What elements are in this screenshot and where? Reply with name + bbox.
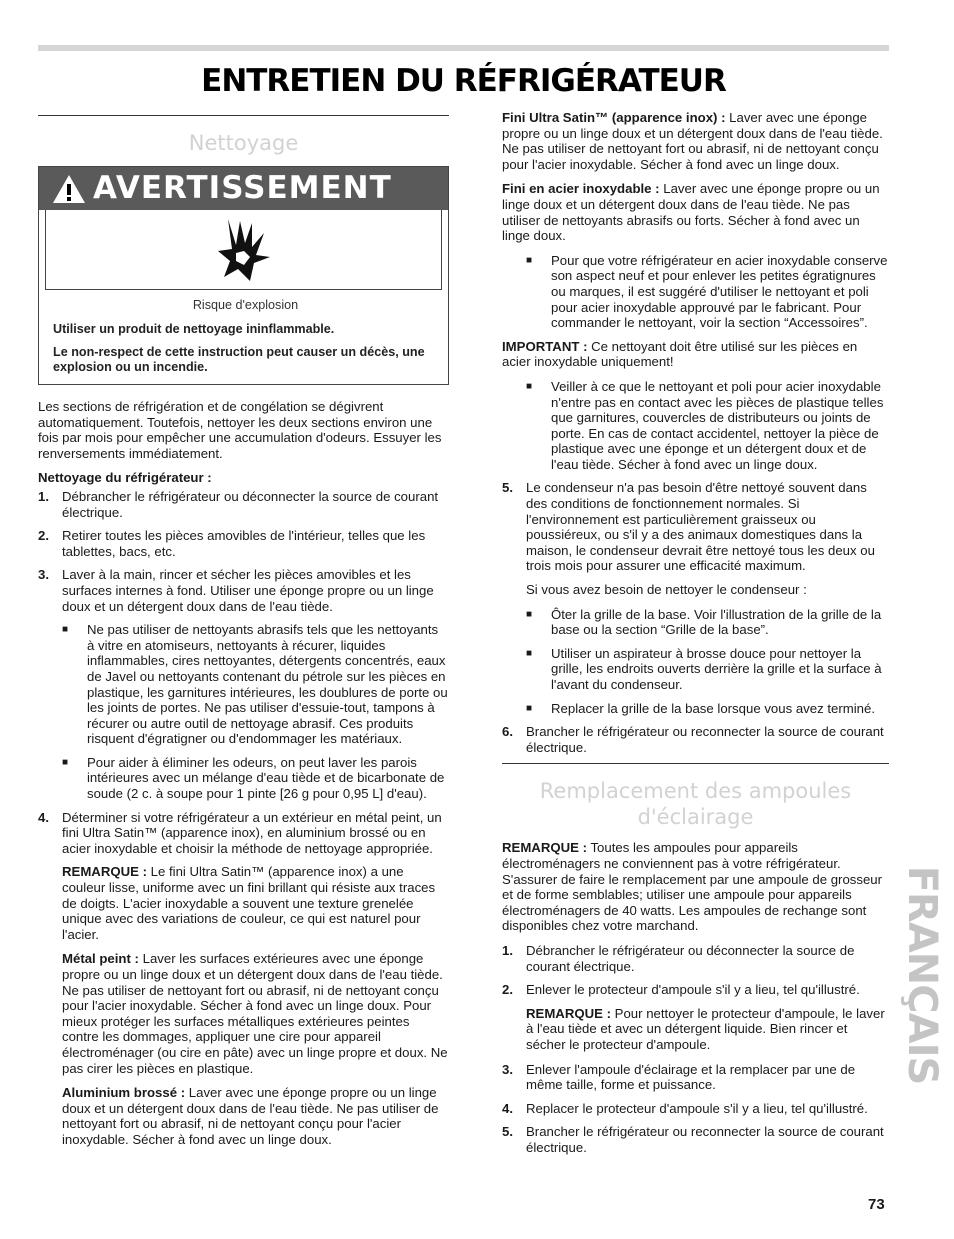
left-column [38, 110, 449, 1157]
lamp-step-1: 1. Débrancher le réfrigérateur ou déconnecter la source de courant électrique. [502, 942, 855, 974]
step-3: 3. Laver à la main, rincer et sécher les pièces amovibles et les surfaces internes à fond. Utiliser une éponge propre ou un linge doux et un détergent doux dans de l'eau tiède. [38, 567, 434, 614]
inox-paragraph: Fini en acier inoxydable : Laver avec une éponge propre ou un linge doux et un détergent doux dans de l'eau tiède. Ne pas utiliser de nettoyants abrasifs ou forts. Sécher à fond avec un linge doux. [502, 181, 880, 244]
step-4: 4. Déterminer si votre réfrigérateur a un extérieur en métal peint, un fini Ultra Satin™ (apparence inox), en aluminium brossé ou en acier inoxydable et choisir la méthode de nettoyage appropriée. [38, 809, 442, 856]
explosion-icon [45, 210, 442, 290]
important-paragraph: IMPORTANT : Ce nettoyant doit être utilisé sur les pièces en acier inoxydable uniquement! [502, 338, 858, 370]
lamp-remarque: REMARQUE : Toutes les ampoules pour appareils électroménagers ne conviennent pas à votre réfrigérateur. S'assurer de faire le remplacement par une ampoule de grosseur et de forme semblables; utiliser une ampoule pour appareils électroménagers de 40 watts. Les ampoules de rechange sont disponibles chez votre marchand. [502, 840, 883, 934]
lamp-step-3: 3. Enlever l'ampoule d'éclairage et la remplacer par une de même taille, forme et puissance. [502, 1061, 856, 1093]
step-3-bullet-1: ■ Ne pas utiliser de nettoyants abrasifs tels que les nettoyants à vitre en atomiseurs, nettoyants à récurer, liquides inflammables, cires nettoyantes, détergents concentrés, eaux de Javel ou nettoyants contenant du pétrole sur les pièces en plastique, les garnitures intérieures, les doublures de porte ou les joints de portes. Ne pas utiliser d'essuie-tout, tampons à récurer ou autre outil de nettoyage abrasif. Ces produits risquent d'égratigner ou d'endommager les matériaux. [62, 622, 448, 747]
step-1: 1. Débrancher le réfrigérateur ou déconnecter la source de courant électrique. [38, 488, 439, 520]
aluminium-paragraph: Aluminium brossé : Laver avec une éponge propre ou un linge doux et un détergent doux dans de l'eau tiède. Ne pas utiliser de nettoyant fort ou abrasif, ni de nettoyant conçu pour l'acier inoxydable. Sécher à fond avec un linge doux. [62, 1085, 439, 1147]
step-5: 5. Le condenseur n'a pas besoin d'être nettoyé souvent dans des conditions de fonctionnement normales. Si l'environnement est particulièrement graisseux ou poussiéreux, ou s'il y a des animaux domestiques dans la maison, le condenseur devrait être nettoyé tous les deux ou trois mois pour assurer une efficacité maximum. [502, 480, 875, 574]
lamp-step-5: 5. Brancher le réfrigérateur ou reconnecter la source de courant électrique. [502, 1124, 884, 1155]
important-bullet: ■ Veiller à ce que le nettoyant et poli pour acier inoxydable n'entre pas en contact avec les pièces de plastique telles que garnitures, couvercles de distributeurs ou joints de porte. En cas de contact accidentel, nettoyer la pièce de plastique avec une éponge et un détergent doux et de l'eau tiède. Sécher à fond avec un linge doux. [526, 378, 884, 472]
svg-text:FRANÇAIS: FRANÇAIS [899, 865, 943, 1085]
lamp-step-2-note: REMARQUE : Pour nettoyer le protecteur d'ampoule, le laver à l'eau tiède et avec un détergent liquide. Bien rincer et sécher le protecteur d'ampoule. [526, 1005, 885, 1052]
step-5-bullet-1: ■ Ôter la grille de la base. Voir l'illustration de la grille de la base ou la section “Grille de la base”. [526, 606, 882, 638]
warning-header [39, 167, 448, 210]
metal-peint-paragraph: Métal peint : Laver les surfaces extérieures avec une éponge propre ou un linge doux et un détergent doux dans de l'eau tiède. Ne pas utiliser de nettoyant fort ou abrasif, ni de nettoyant conçu pour l'acier inoxydable. Sécher à fond avec un linge doux. Pour mieux protéger les surfaces métalliques extérieures peintes contre les dommages, appliquer une cire pour appareil électroménager (ou cire en pâte) avec un linge propre et doux. Ne pas cirer les pièces en plastique. [62, 951, 448, 1076]
warning-body [39, 290, 448, 384]
lamp-step-2: 2. Enlever le protecteur d'ampoule s'il y a lieu, tel qu'illustré. [502, 982, 860, 998]
step-5-intro: Si vous avez besoin de nettoyer le condenseur : [526, 582, 807, 598]
top-rule [38, 45, 889, 51]
subheading: Nettoyage du réfrigérateur : [38, 470, 212, 486]
warning-box [38, 166, 449, 385]
step-2: 2. Retirer toutes les pièces amovibles de l'intérieur, telles que les tablettes, bacs, etc. [38, 528, 426, 559]
warning-title: AVERTISSEMENT [93, 169, 392, 206]
right-column [502, 110, 889, 1163]
side-language-tab [897, 840, 943, 1110]
section-rule [38, 115, 449, 116]
step-3-bullet-2: ■ Pour aider à éliminer les odeurs, on peut laver les parois intérieures avec un mélange d'eau tiède et de bicarbonate de soude (2 c. à soupe pour 1 pinte [26 g pour 0,95 L] d'eau). [62, 754, 445, 802]
warning-risk: Risque d'explosion [192, 298, 299, 312]
warning-line-1: Utiliser un produit de nettoyage ininflammable. [53, 322, 335, 336]
section-rule-2 [502, 763, 889, 764]
lamp-step-4: 4. Replacer le protecteur d'ampoule s'il y a lieu, tel qu'illustré. [502, 1100, 868, 1116]
step-5-bullet-3: ■ Replacer la grille de la base lorsque vous avez terminé. [526, 700, 875, 716]
warning-line-2: Le non-respect de cette instruction peut causer un décès, une explosion ou un incendie. [53, 345, 425, 374]
step-5-bullet-2: ■ Utiliser un aspirateur à brosse douce pour nettoyer la grille, les endroits ouverts derrière la grille et la surface à l'avant du condenseur. [526, 645, 882, 692]
intro-paragraph: Les sections de réfrigération et de congélation se dégivrent automatiquement. Toutefois, nettoyer les deux sections environ une fois par mois pour empêcher une accumulation d'odeurs. Essuyer les renversements immédiatement. [38, 399, 442, 461]
page-number: 73 [868, 1196, 885, 1213]
page-title: ENTRETIEN DU RÉFRIGÉRATEUR [201, 63, 726, 99]
satin-paragraph: Fini Ultra Satin™ (apparence inox) : Laver avec une éponge propre ou un linge doux et un détergent doux dans de l'eau tiède. Ne pas utiliser de nettoyant fort ou abrasif, ni de nettoyant conçu pour l'acier inoxydable. Sécher à fond avec un linge doux. [502, 110, 883, 172]
section-title-nettoyage: Nettoyage [188, 131, 299, 155]
warning-triangle-icon [51, 173, 87, 205]
step-6: 6. Brancher le réfrigérateur ou reconnecter la source de courant électrique. [502, 724, 884, 755]
section-title-ampoules: Remplacement des ampoules d'éclairage [539, 779, 852, 830]
remarque-paragraph: REMARQUE : Le fini Ultra Satin™ (apparence inox) a une couleur lisse, uniforme avec un fini brillant qui résiste aux traces de doigts. L'acier inoxydable a souvent une texture grenelée unique avec des variations de couleur, ce qui est naturel pour l'acier. [62, 864, 436, 942]
inox-bullet: ■ Pour que votre réfrigérateur en acier inoxydable conserve son aspect neuf et pour enlever les petites égratignures ou marques, il est suggéré d'utiliser le nettoyant et poli pour acier inoxydable approuvé par le fabricant. Pour commander le nettoyant, voir la section “Accessoires”. [526, 252, 888, 331]
